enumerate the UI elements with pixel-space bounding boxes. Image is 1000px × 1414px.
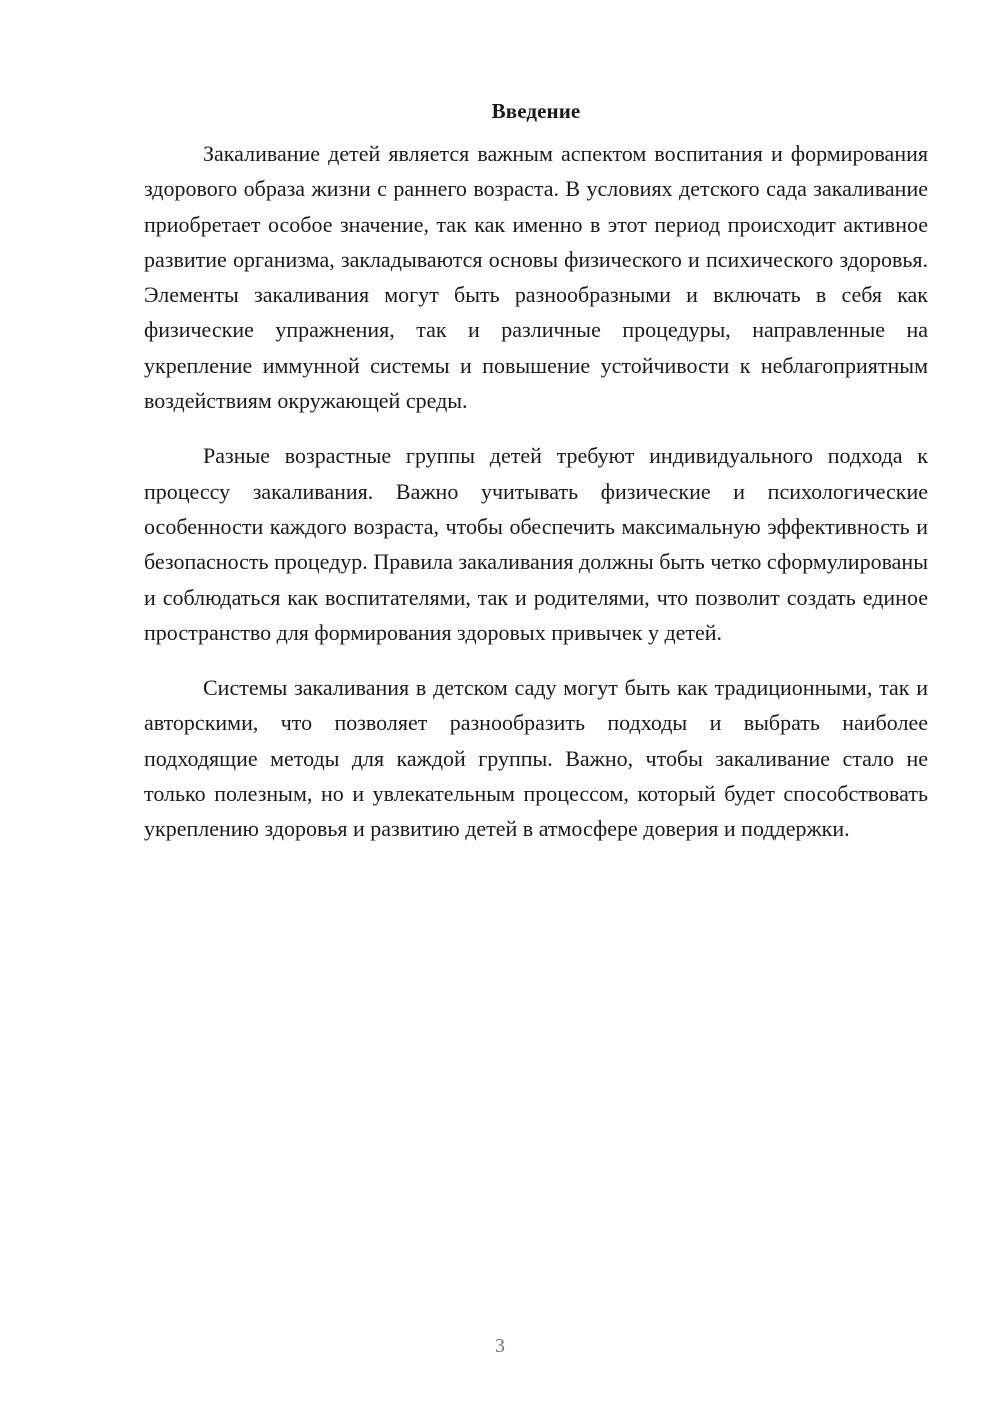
paragraph-1: Закаливание детей является важным аспектом воспитания и формирования здорового образа жизни с раннего возраста. В условиях детского сада закаливание приобретает особое значение, так как именно в этот период происходит активное развитие организма, закладываются основы физического и психического здоровья. Элементы закаливания могут быть разнообразными и включать в себя как физические упражнения, так и различные процедуры, направленные на укрепление иммунной системы и повышение устойчивости к неблагоприятным воздействиям окружающей среды. xyxy=(144,141,928,414)
section-heading: Введение xyxy=(491,99,581,123)
page-number: 3 xyxy=(495,1335,505,1357)
paragraph-3: Системы закаливания в детском саду могут быть как традиционными, так и авторскими, что позволяет разнообразить подходы и выбрать наиболее подходящие методы для каждой группы. Важно, чтобы закаливание стало не только полезным, но и увлекательным процессом, который будет способствовать укреплению здоровья и развитию детей в атмосфере доверия и поддержки. xyxy=(144,675,928,842)
page-content xyxy=(144,96,928,867)
paragraph-2: Разные возрастные группы детей требуют индивидуального подхода к процессу закаливания. Важно учитывать физические и психологические особенности каждого возраста, чтобы обеспечить максимальную эффективность и безопасность процедур. Правила закаливания должны быть четко сформулированы и соблюдаться как воспитателями, так и родителями, что позволит создать единое пространство для формирования здоровых привычек у детей. xyxy=(144,443,928,645)
